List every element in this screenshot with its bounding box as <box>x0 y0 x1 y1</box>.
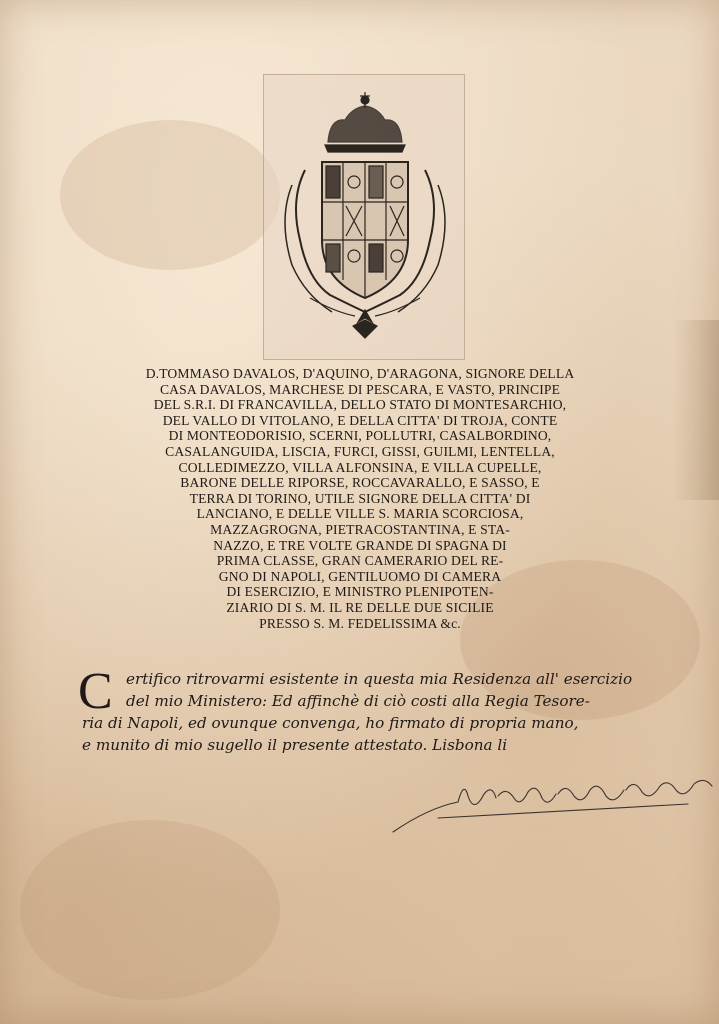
title-line: BARONE DELLE RIPORSE, ROCCAVARALLO, E SASSO, E <box>180 475 540 491</box>
title-block <box>60 366 660 631</box>
handwritten-signature <box>388 768 718 838</box>
body-line: e munito di mio sugello il presente attestato. Lisbona li <box>82 736 508 754</box>
title-line: PRIMA CLASSE, GRAN CAMERARIO DEL RE- <box>216 553 504 569</box>
title-line: ZIARIO DI S. M. IL RE DELLE DUE SICILIE <box>226 599 494 615</box>
title-line: COLLEDIMEZZO, VILLA ALFONSINA, E VILLA CUPELLE, <box>178 459 542 475</box>
body-line: ertifico ritrovarmi esistente in questa mia Residenza all' esercizio <box>126 670 633 688</box>
coat-of-arms-icon <box>270 90 460 345</box>
title-line: DEL S.R.I. DI FRANCAVILLA, DELLO STATO DI MONTESARCHIO, <box>153 397 567 413</box>
title-line: DI ESERCIZIO, E MINISTRO PLENIPOTEN- <box>226 584 494 600</box>
title-line: PRESSO S. M. FEDELISSIMA &c. <box>259 615 461 631</box>
body-line: del mio Ministero: Ed affinchè di ciò costi alla Regia Tesore- <box>126 692 590 710</box>
body-line: ria di Napoli, ed ovunque convenga, ho firmato di propria mano, <box>82 714 579 732</box>
title-line: NAZZO, E TRE VOLTE GRANDE DI SPAGNA DI <box>213 537 507 553</box>
title-line: GNO DI NAPOLI, GENTILUOMO DI CAMERA <box>218 568 502 584</box>
torn-edge <box>673 320 719 500</box>
certificate-text <box>82 668 682 756</box>
title-line: CASA DAVALOS, MARCHESE DI PESCARA, E VASTO, PRINCIPE <box>159 381 561 397</box>
title-line: CASALANGUIDA, LISCIA, FURCI, GISSI, GUILMI, LENTELLA, <box>165 443 555 459</box>
title-line: DEL VALLO DI VITOLANO, E DELLA CITTA' DI TROJA, CONTE <box>162 412 558 428</box>
paper-stain <box>20 820 280 1000</box>
drop-cap: C <box>78 663 113 720</box>
title-line: DI MONTEODORISIO, SCERNI, POLLUTRI, CASALBORDINO, <box>168 428 552 444</box>
title-line: TERRA DI TORINO, UTILE SIGNORE DELLA CITTA' DI <box>189 490 531 506</box>
paper-stain <box>60 120 280 270</box>
title-line: LANCIANO, E DELLE VILLE S. MARIA SCORCIOSA, <box>196 506 524 522</box>
title-line: MAZZAGROGNA, PIETRACOSTANTINA, E STA- <box>210 521 510 537</box>
title-line: D.TOMMASO DAVALOS, D'AQUINO, D'ARAGONA, SIGNORE DELLA <box>145 366 575 381</box>
